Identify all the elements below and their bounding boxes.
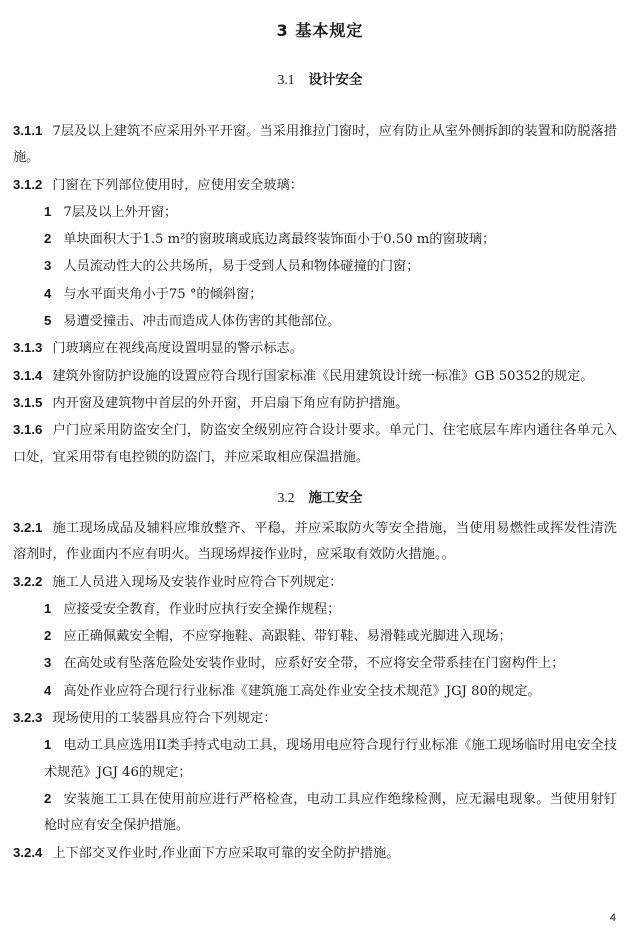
list-item [0,199,640,226]
clause-3-2-3 [0,705,640,732]
item-text: 在高处或有坠落危险处安装作业时，应系好安全带，不应将安全带系挂在门窗构件上； [63,656,565,672]
section-body-3-2 [0,515,640,867]
clause-3-1-3 [0,335,640,362]
section-heading: 设计安全 [308,72,363,88]
clause-number: 3.2.4 [13,844,43,860]
section-number: 3.2 [277,490,295,505]
list-item [0,253,640,280]
clause-number: 3.2.1 [13,520,43,535]
clause-number: 3.1.4 [13,367,43,383]
section-title-3-1 [0,68,640,88]
item-text: 高处作业应符合现行行业标准《建筑施工高处作业安全技术规范》JGJ 80的规定。 [63,683,541,699]
item-number: 1 [44,600,52,616]
item-number: 3 [44,258,52,274]
list-item [0,786,640,840]
item-text: 安装施工工具在使用前应进行严格检查，电动工具应作绝缘检测，应无漏电现象。当使用射钉枪时应有安全保护措施。 [44,791,617,834]
section-body-3-1 [0,118,640,471]
item-text: 应正确佩戴安全帽，不应穿拖鞋、高跟鞋、带钉鞋、易滑鞋或光脚进入现场； [63,629,512,645]
clause-number: 3.1.1 [13,123,43,138]
clause-text: 上下部交叉作业时,作业面下方应采取可靠的安全防护措施。 [52,845,400,861]
clause-text: 建筑外窗防护设施的设置应符合现行国家标准《民用建筑设计统一标准》GB 50352的规定。 [52,368,594,384]
clause-text: 门窗在下列部位使用时，应使用安全玻璃： [52,177,303,193]
clause-3-1-1 [0,118,640,172]
list-item [0,308,640,335]
item-text: 易遭受撞击、冲击而造成人体伤害的其他部位。 [63,314,341,330]
clause-number: 3.2.2 [13,573,43,589]
chapter-title: 3 基本规定 [276,21,364,40]
clause-3-1-2 [0,172,640,199]
item-text: 与水平面夹角小于75 °的倾斜窗； [63,286,263,302]
item-number: 1 [44,203,52,219]
item-number: 2 [44,628,52,644]
item-number: 2 [44,790,52,806]
clause-text: 7层及以上建筑不应采用外平开窗。当采用推拉门窗时，应有防止从室外侧拆卸的装置和防脱落措施。 [13,124,617,166]
item-text: 人员流动性大的公共场所，易于受到人员和物体碰撞的门窗； [63,259,420,275]
list-item [0,623,640,650]
list-item [0,678,640,705]
clause-3-1-6 [0,417,640,471]
item-number: 2 [44,231,52,247]
list-item [0,596,640,623]
section-number: 3.1 [277,72,295,87]
clause-3-1-4 [0,363,640,390]
list-item [0,226,640,253]
item-number: 4 [44,285,52,301]
clause-text: 户门应采用防盗安全门，防盗安全级别应符合设计要求。单元门、住宅底层车库内通往各单元入口处，宜采用带有电控锁的防盗门，并应采取相应保温措施。 [13,423,617,465]
clause-number: 3.1.6 [13,422,43,438]
item-text: 7层及以上外开窗； [63,204,178,220]
section-title-3-2 [0,486,640,506]
item-number: 4 [44,682,52,698]
page-number: 4 [609,912,616,924]
clause-number: 3.2.3 [13,710,43,726]
item-text: 电动工具应选用II类手持式电动工具，现场用电应符合现行行业标准《施工现场临时用电安全技术规范》JGJ 46的规定； [44,738,617,780]
section-heading: 施工安全 [308,490,363,506]
clause-3-2-1 [0,515,640,569]
item-number: 1 [44,737,52,753]
clause-number: 3.1.5 [13,394,43,410]
clause-number: 3.1.3 [13,340,43,356]
list-item [0,281,640,308]
list-item [0,732,640,786]
item-number: 3 [44,655,52,671]
clause-3-2-2 [0,569,640,596]
clause-text: 现场使用的工装器具应符合下列规定： [52,711,277,727]
clause-text: 施工人员进入现场及安装作业时应符合下列规定： [52,574,343,590]
clause-text: 门玻璃应在视线高度设置明显的警示标志。 [52,341,303,357]
list-item [0,650,640,677]
item-text: 单块面积大于1.5 m²的窗玻璃或底边离最终装饰面小于0.50 m的窗玻璃； [63,232,496,248]
clause-text: 内开窗及建筑物中首层的外开窗，开启扇下角应有防护措施。 [52,395,409,411]
item-number: 5 [44,313,52,329]
item-text: 应接受安全教育，作业时应执行安全操作规程； [63,601,341,617]
clause-3-2-4 [0,840,640,867]
clause-number: 3.1.2 [13,176,43,192]
clause-text: 施工现场成品及辅料应堆放整齐、平稳，并应采取防火等安全措施，当使用易燃性或挥发性清洗溶剂时，作业面内不应有明火。当现场焊接作业时，应采取有效防火措施。。 [13,521,617,563]
clause-3-1-5 [0,390,640,417]
